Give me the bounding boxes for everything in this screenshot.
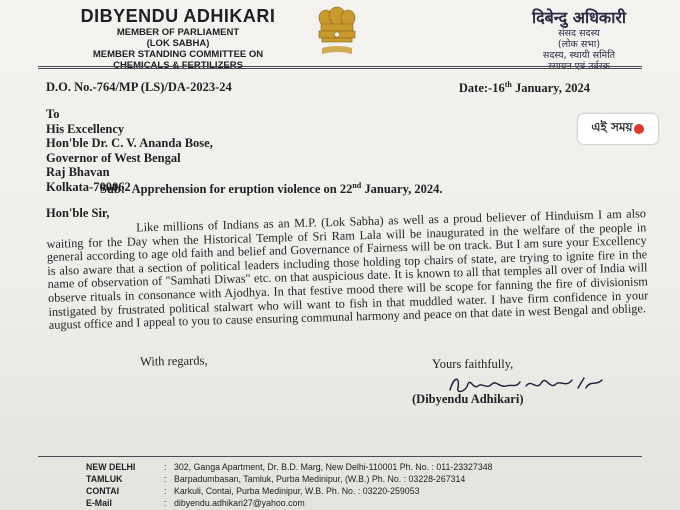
footer-value: Barpadumbasan, Tamluk, Purba Medinipur, (W.B.) Ph. No. : 03228-267314 bbox=[174, 474, 466, 484]
letterhead-title-2: (LOK SABHA) bbox=[146, 38, 210, 49]
reference-number: D.O. No.-764/MP (LS)/DA-2023-24 bbox=[46, 80, 232, 94]
signatory-name: (Dibyendu Adhikari) bbox=[412, 392, 524, 406]
ei-samay-logo bbox=[578, 114, 658, 144]
footer-contacts bbox=[86, 461, 666, 509]
footer-row: E-Mail : dibyendu.adhikari27@yahoo.com bbox=[86, 498, 305, 508]
letterhead-name: DIBYENDU ADHIKARI bbox=[80, 6, 276, 26]
national-emblem-icon bbox=[312, 4, 362, 58]
to-line: To bbox=[46, 107, 60, 121]
letterhead-name-hindi: दिबेन्दु अधिकारी bbox=[531, 8, 627, 27]
letterhead-english bbox=[28, 6, 328, 71]
closing-line: Yours faithfully, bbox=[432, 357, 514, 371]
letter-date: Date:-16th January, 2024 bbox=[458, 80, 590, 96]
letterhead-hindi-title-3: सदस्य, स्थायी समिति bbox=[542, 50, 616, 61]
footer-label: NEW DELHI bbox=[86, 462, 136, 472]
footer-divider bbox=[38, 456, 642, 457]
footer-row: NEW DELHI : 302, Ganga Apartment, Dr. B.D. Marg, New Delhi-110001 Ph. No. : 011-23327348 bbox=[86, 462, 493, 472]
letterhead-hindi-title-1: संसद सदस्य bbox=[558, 28, 600, 39]
letterhead-hindi bbox=[494, 6, 664, 72]
letterhead-hindi-title-2: (लोक सभा) bbox=[557, 39, 601, 50]
footer-label: E-Mail bbox=[86, 498, 112, 508]
to-line: Raj Bhavan bbox=[46, 165, 110, 179]
footer-row: CONTAI : Karkuli, Contai, Purba Medinipur, W.B. Ph. No. : 03220-259053 bbox=[86, 486, 420, 496]
letterhead-title-1: MEMBER OF PARLIAMENT bbox=[116, 27, 240, 38]
to-line: Hon'ble Dr. C. V. Ananda Bose, bbox=[46, 136, 213, 150]
header-divider-2 bbox=[38, 68, 642, 69]
header-divider bbox=[38, 66, 642, 67]
letterhead-title-3: MEMBER STANDING COMMITTEE ON bbox=[92, 49, 264, 60]
footer-row: TAMLUK : Barpadumbasan, Tamluk, Purba Medinipur, (W.B.) Ph. No. : 03228-267314 bbox=[86, 474, 466, 484]
letter-body: Like millions of Indians as an M.P. (Lok Sabha) as well as a proud believer of Hinduism I am also waiting for the Day when the Historical Temple of Sri Ram Lala will be inaugurated in the welfare of the people in general according to age old faith and belief and Governance of Fairness will be on track. But I am sure your Excellency is also aware that a section of political leaders including those holding top chairs of state, are trying to ignite fire in the name of observation of "Samhati Diwas" etc. on that auspicious date. It is known to all that temples all over of India will observe rituals in consonance with Ajodhya. In that festive mood there will be scope for fanning the fire of divisionism instigated by frustrated political stalwart who will want to fish in that muddled water. I have firm confidence in your august office and I appeal to you to cause ensuring communal harmony and peace on that date in west Bengal and oblige. bbox=[46, 206, 649, 333]
to-line: Kolkata-700062 bbox=[46, 179, 131, 194]
subject-line: Sub:- Apprehension for eruption violence on 22nd January, 2024. bbox=[100, 181, 443, 197]
footer-value: Karkuli, Contai, Purba Medinipur, W.B. Ph. No. : 03220-259053 bbox=[174, 486, 420, 496]
footer-value: 302, Ganga Apartment, Dr. B.D. Marg, New Delhi-110001 Ph. No. : 011-23327348 bbox=[174, 462, 493, 472]
footer-label: CONTAI bbox=[86, 486, 120, 496]
footer-label: TAMLUK bbox=[86, 474, 123, 484]
regards-line: With regards, bbox=[139, 353, 208, 369]
to-line: Governor of West Bengal bbox=[46, 150, 181, 165]
to-line: His Excellency bbox=[46, 121, 125, 136]
salutation: Hon'ble Sir, bbox=[46, 206, 110, 220]
logo-dot-icon bbox=[634, 124, 644, 134]
watermark-text: এই সময় bbox=[591, 120, 633, 134]
footer-email[interactable]: dibyendu.adhikari27@yahoo.com bbox=[174, 498, 305, 508]
